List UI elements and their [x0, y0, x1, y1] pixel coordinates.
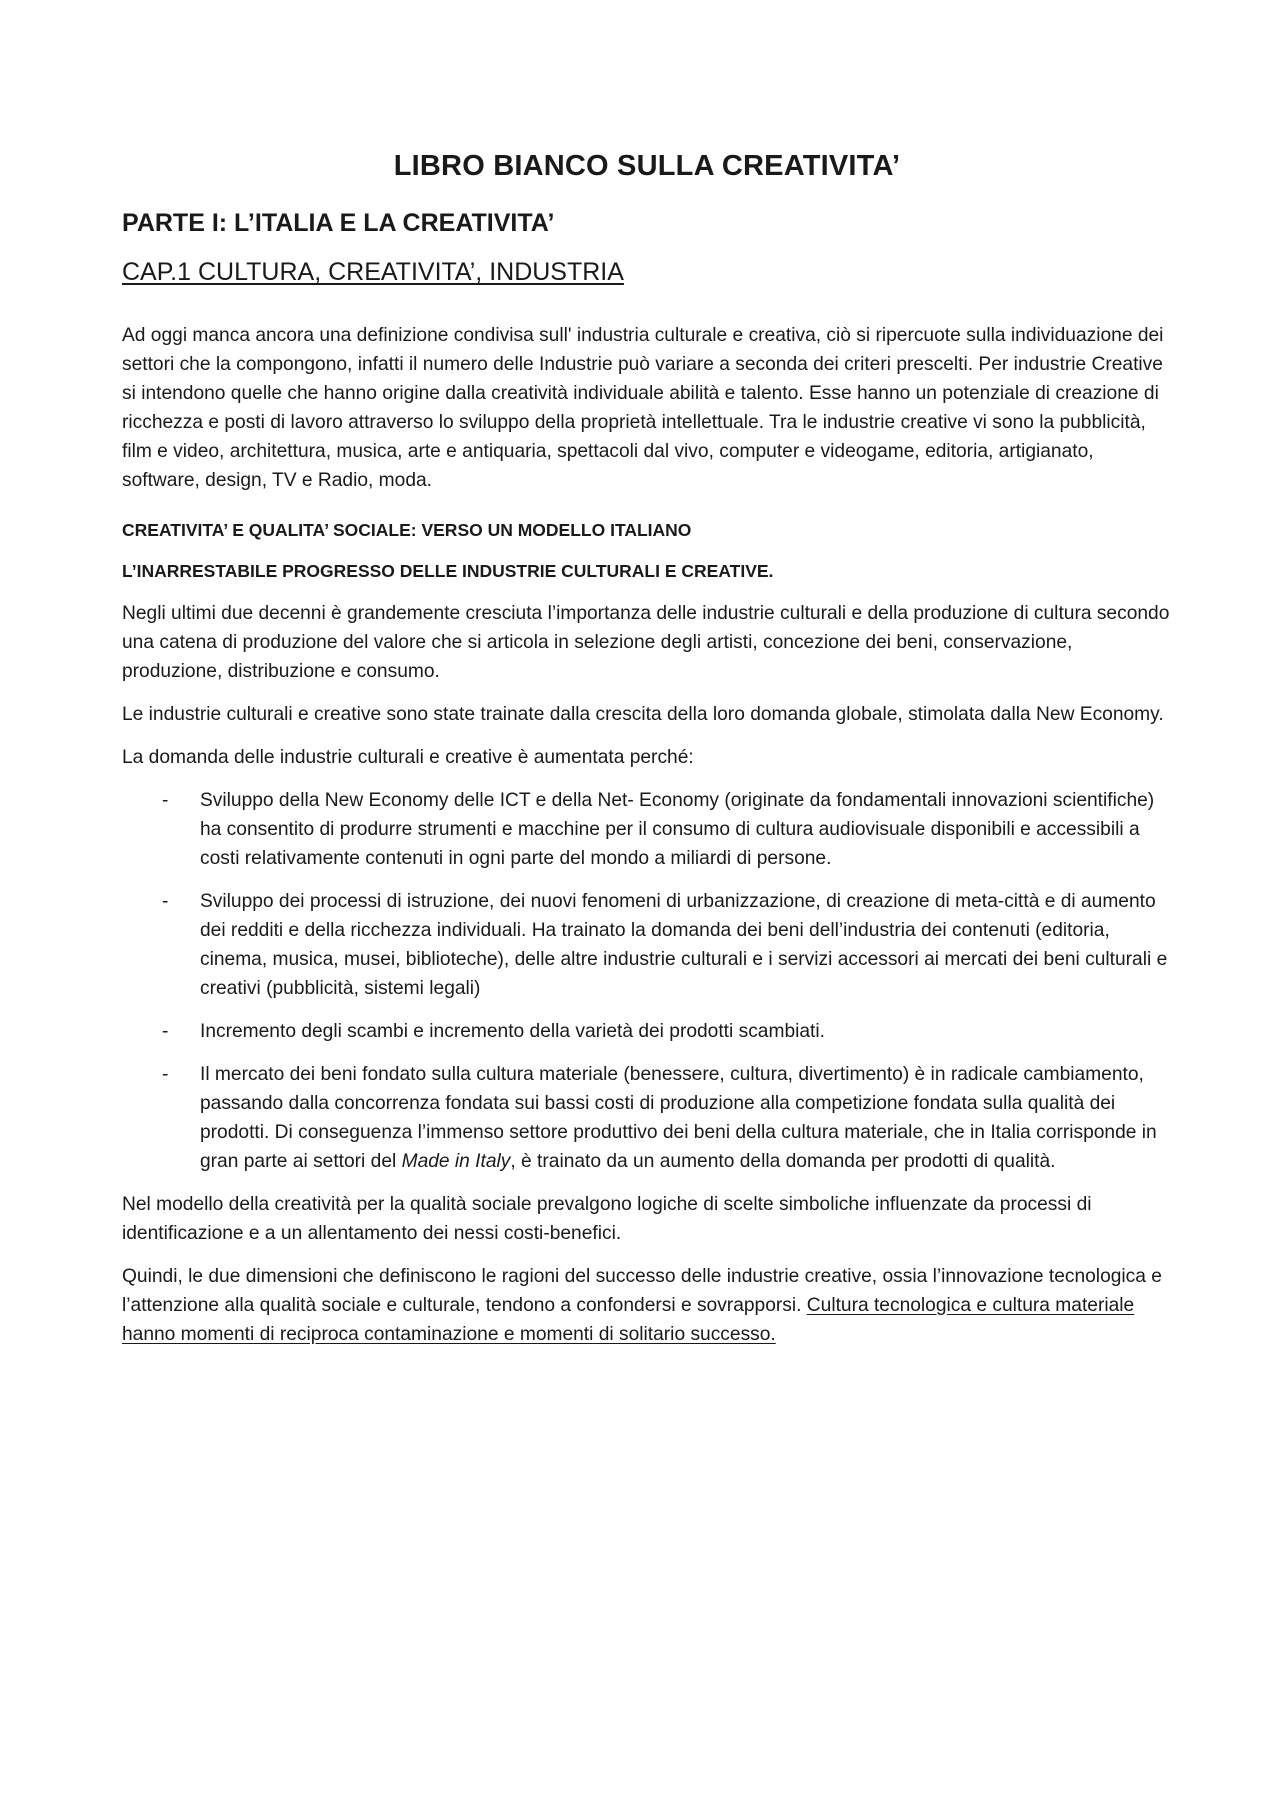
bullet-marker: -	[162, 790, 169, 811]
body-paragraph: Le industrie culturali e creative sono state trainate dalla crescita della loro domanda globale, stimolata dalla New Economy.	[122, 704, 1164, 725]
list-item	[122, 1017, 1172, 1046]
body-paragraph: Negli ultimi due decenni è grandemente cresciuta l’importanza delle industrie culturali e della produzione di cultura secondo una catena di produzione del valore che si articola in selezione degli artisti, concezione dei beni, conservazione, produzione, distribuzione e consumo.	[122, 603, 1170, 682]
chapter-title: CAP.1 CULTURA, CREATIVITA’, INDUSTRIA	[122, 258, 624, 286]
list-item	[122, 786, 1172, 873]
intro-paragraph: Ad oggi manca ancora una definizione condivisa sull' industria culturale e creativa, ciò si ripercuote sulla individuazione dei settori che la compongono, infatti il numero delle Industrie può variare a seconda dei criteri prescelti. Per industrie Creative si intendono quelle che hanno origine dalla creatività individuale abilità e talento. Esse hanno un potenziale di creazione di ricchezza e posti di lavoro attraverso lo sviluppo della proprietà intellettuale. Tra le industrie creative vi sono la pubblicità, film e video, architettura, musica, arte e antiquaria, spettacoli dal vivo, computer e videogame, editoria, artigianato, software, design, TV e Radio, moda.	[122, 325, 1164, 491]
italic-phrase: Made in Italy	[401, 1151, 511, 1172]
section-subheading: L’INARRESTABILE PROGRESSO DELLE INDUSTRIE CULTURALI E CREATIVE.	[122, 561, 774, 581]
document-page	[122, 150, 1172, 1363]
body-paragraph	[122, 1262, 1172, 1349]
section-heading: CREATIVITA’ E QUALITA’ SOCIALE: VERSO UN MODELLO ITALIANO	[122, 520, 692, 540]
bullet-marker: -	[162, 891, 169, 912]
list-item-text: Il mercato dei beni fondato sulla cultura materiale (benessere, cultura, divertimento) è in radicale cambiamento, passando dalla concorrenza fondata sui bassi costi di produzione alla competizione fondata sulla qualità dei prodotti. Di conseguenza l’immenso settore produttivo dei beni della cultura materiale, che in Italia corrisponde in gran parte ai settori del	[200, 1064, 1157, 1172]
list-item-text: Sviluppo della New Economy delle ICT e della Net- Economy (originate da fondamentali innovazioni scientifiche) ha consentito di produrre strumenti e macchine per il consumo di cultura audiovisuale disponibili e accessibili a costi relativamente contenuti in ogni parte del mondo a miliardi di persone.	[200, 790, 1155, 869]
list-item	[122, 1060, 1172, 1176]
body-paragraph: La domanda delle industrie culturali e creative è aumentata perché:	[122, 747, 694, 768]
list-item-text: Incremento degli scambi e incremento della varietà dei prodotti scambiati.	[200, 1021, 825, 1042]
paragraph-text: Quindi, le due dimensioni che definiscono le ragioni del successo delle industrie creative, ossia l’innovazione tecnologica e l’attenzione alla qualità sociale e culturale, tendono a confondersi e sovrapporsi.	[122, 1266, 1162, 1316]
list-item-text: , è trainato da un aumento della domanda per prodotti di qualità.	[510, 1151, 1056, 1172]
bullet-marker: -	[162, 1064, 169, 1085]
bullet-marker: -	[162, 1021, 169, 1042]
body-paragraph: Nel modello della creatività per la qualità sociale prevalgono logiche di scelte simboliche influenzate da processi di identificazione e a un allentamento dei nessi costi-benefici.	[122, 1194, 1092, 1244]
list-item-text: Sviluppo dei processi di istruzione, dei nuovi fenomeni di urbanizzazione, di creazione di meta-città e di aumento dei redditi e della ricchezza individuali. Ha trainato la domanda dei beni dell’industria dei contenuti (editoria, cinema, musica, musei, biblioteche), delle altre industrie culturali e i servizi accessori ai mercati dei beni culturali e creativi (pubblicità, sistemi legali)	[200, 891, 1168, 999]
document-title: LIBRO BIANCO SULLA CREATIVITA’	[393, 150, 901, 182]
list-item	[122, 887, 1172, 1003]
bullet-list	[122, 786, 1172, 1176]
part-title: PARTE I: L’ITALIA E LA CREATIVITA’	[122, 209, 555, 237]
underlined-text: Cultura tecnologica e cultura materiale hanno momenti di reciproca contaminazione e momenti di solitario successo.	[122, 1295, 1135, 1345]
